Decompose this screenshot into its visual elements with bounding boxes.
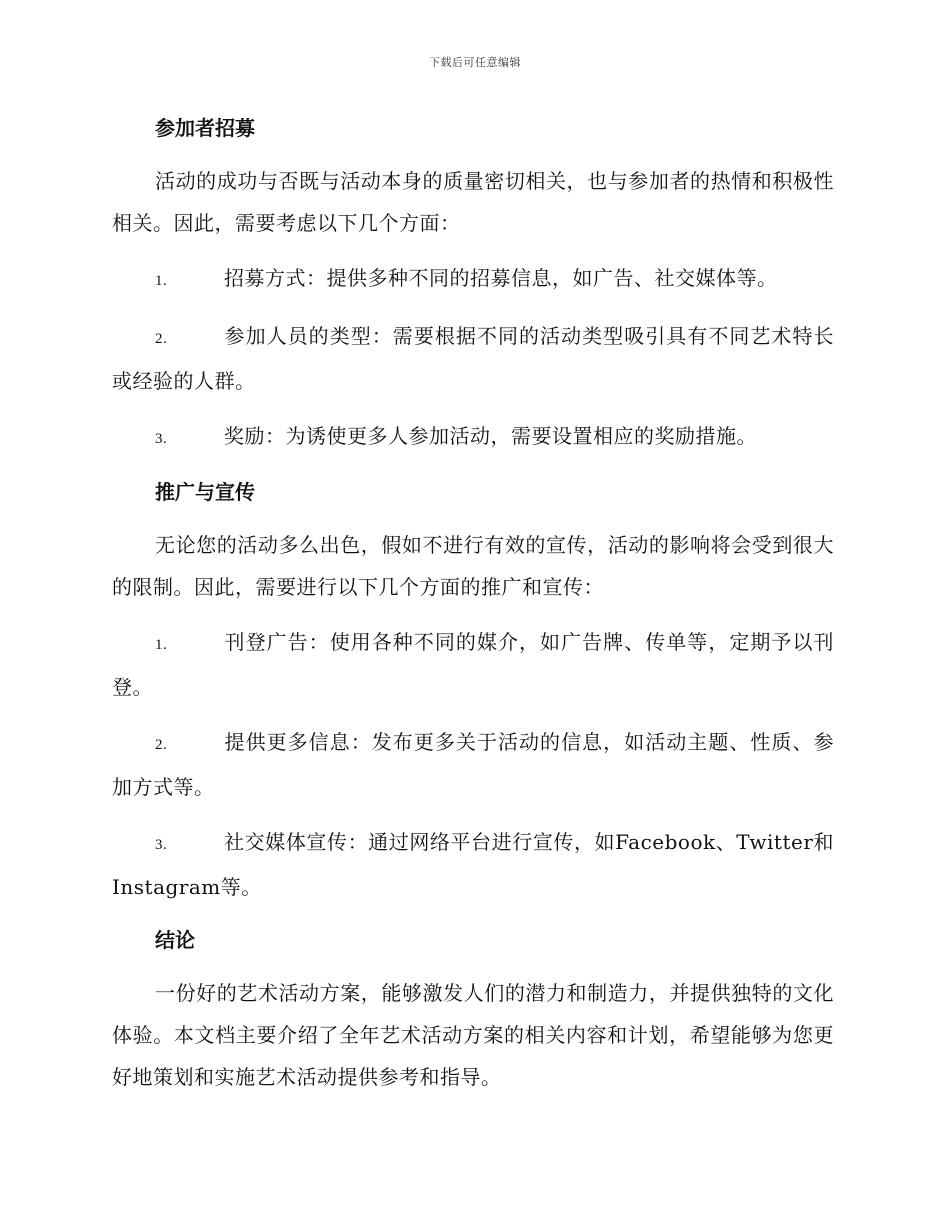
section-heading: 推广与宣传 [155, 480, 255, 504]
list-text: 社交媒体宣传：通过网络平台进行宣传，如Facebook、Twitter和Instagram等。 [112, 830, 834, 899]
list-item [112, 621, 834, 708]
list-item [112, 315, 834, 402]
list-item [112, 721, 834, 808]
list-number: 1. [155, 273, 168, 289]
list-item [112, 415, 834, 460]
list-number: 3. [155, 837, 168, 853]
list-number: 3. [155, 431, 168, 447]
section-paragraph: 活动的成功与否既与活动本身的质量密切相关，也与参加者的热情和积极性相关。因此，需要考虑以下几个方面： [112, 169, 834, 235]
section-paragraph: 一份好的艺术活动方案，能够激发人们的潜力和制造力，并提供独特的文化体验。本文档主要介绍了全年艺术活动方案的相关内容和计划，希望能够为您更好地策划和实施艺术活动提供参考和指导。 [112, 981, 834, 1089]
list-item [112, 821, 834, 908]
list-text: 参加人员的类型：需要根据不同的活动类型吸引具有不同艺术特长或经验的人群。 [112, 324, 834, 393]
list-text: 招募方式：提供多种不同的招募信息，如广告、社交媒体等。 [224, 266, 778, 290]
list-number: 2. [155, 331, 168, 347]
list-number: 2. [155, 737, 168, 753]
section-paragraph: 无论您的活动多么出色，假如不进行有效的宣传，活动的影响将会受到很大的限制。因此，需要进行以下几个方面的推广和宣传： [112, 533, 834, 599]
list-number: 1. [155, 637, 168, 653]
list-text: 刊登广告：使用各种不同的媒介，如广告牌、传单等，定期予以刊登。 [112, 630, 834, 699]
list-text: 提供更多信息：发布更多关于活动的信息，如活动主题、性质、参加方式等。 [112, 730, 834, 799]
list-item [112, 257, 834, 302]
section-heading: 结论 [155, 928, 195, 952]
page-header: 下载后可任意编辑 [429, 56, 521, 69]
list-text: 奖励：为诱使更多人参加活动，需要设置相应的奖励措施。 [224, 424, 757, 448]
document-body [112, 108, 834, 1098]
section-heading: 参加者招募 [155, 116, 255, 140]
